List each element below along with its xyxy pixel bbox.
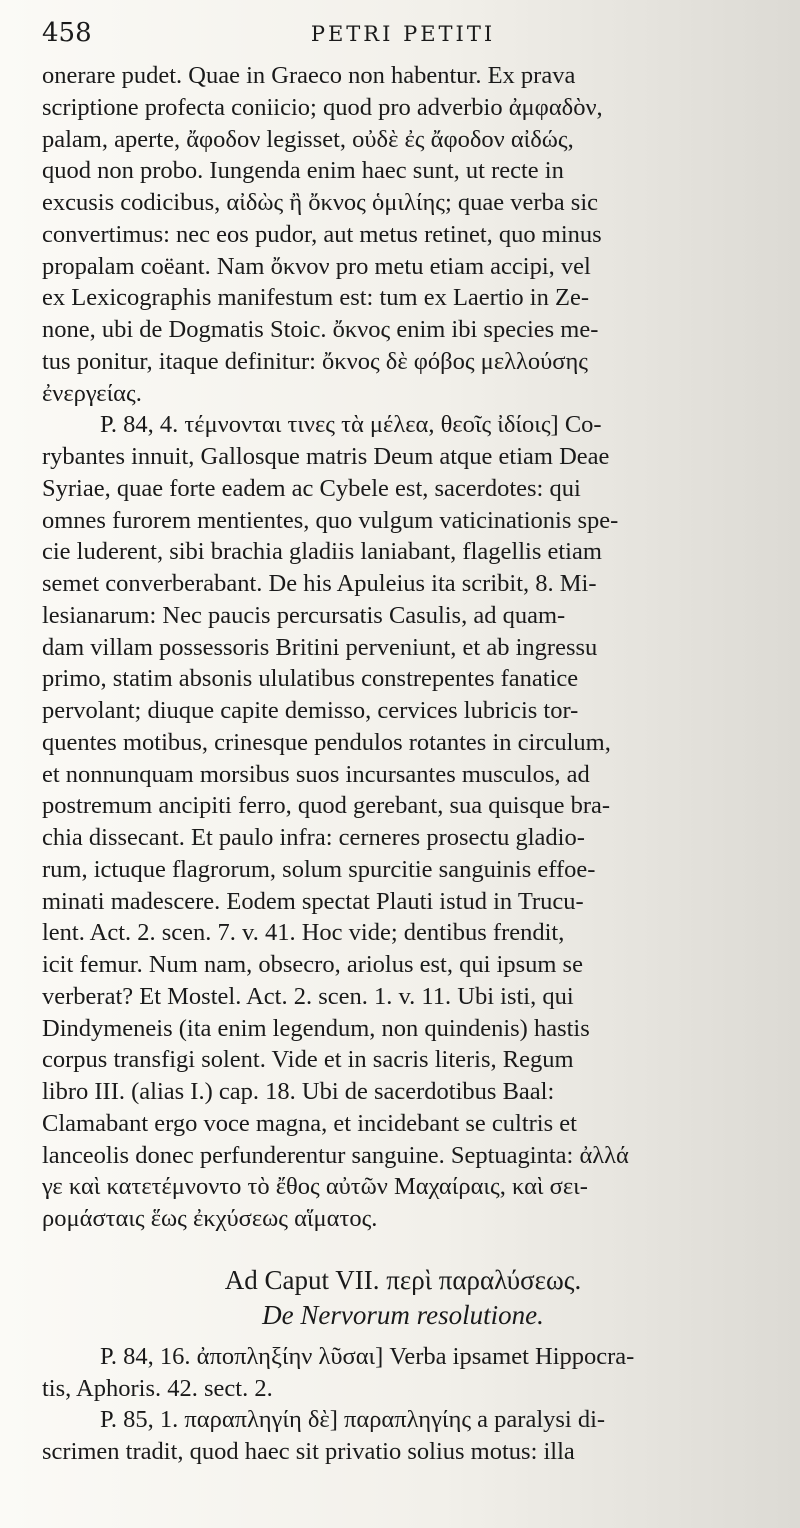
text-line: scriptione profecta coniicio; quod pro adverbio ἀμφαδὸν, [42, 93, 603, 121]
text-line: Clamabant ergo voce magna, et incidebant se cultris et [42, 1109, 577, 1137]
paragraph-2 [42, 409, 764, 1235]
text-line: cie luderent, sibi brachia gladiis laniabant, flagellis etiam [42, 538, 602, 566]
text-line: P. 85, 1. παραπληγίη δὲ] παραπληγίης a paralysi di- [100, 1406, 606, 1434]
text-line: convertimus: nec eos pudor, aut metus retinet, quo minus [42, 220, 602, 248]
text-line: dam villam possessoris Britini perveniunt, et ab ingressu [42, 633, 598, 661]
text-line: lent. Act. 2. scen. 7. v. 41. Hoc vide; dentibus frendit, [42, 919, 565, 947]
text-line: lanceolis donec perfunderentur sanguine. Septuaginta: ἀλλά [42, 1141, 629, 1169]
text-line: primo, statim absonis ululatibus constrepentes fanatice [42, 665, 579, 693]
text-line: tus ponitur, itaque definitur: ὄκνος δὲ φόβος μελλούσης [42, 347, 588, 375]
paragraph-4 [42, 1404, 764, 1468]
text-line: γε καὶ κατετέμνοντο τὸ ἔθος αὐτῶν Μαχαίραις, καὶ σει- [42, 1173, 588, 1201]
text-line: ρομάσταις ἕως ἐκχύσεως αἵματος. [42, 1205, 378, 1232]
text-line: chia dissecant. Et paulo infra: cerneres prosectu gladio- [42, 824, 585, 851]
text-line: palam, aperte, ἄφοδον legisset, οὐδὲ ἐς ἄφοδον αἰδώς, [42, 125, 574, 153]
text-line: rum, ictuque flagrorum, solum spurcitie sanguinis effoe- [42, 855, 596, 883]
text-line: P. 84, 4. τέμνονται τινες τὰ μέλεα, θεοῖς ἰδίοις] Co- [100, 411, 602, 439]
text-line: pervolant; diuque capite demisso, cervices lubricis tor- [42, 697, 579, 724]
text-line: minati madescere. Eodem spectat Plauti istud in Trucu- [42, 887, 584, 915]
text-line: verberat? Et Mostel. Act. 2. scen. 1. v. 11. Ubi isti, qui [42, 982, 574, 1010]
text-line: Dindymeneis (ita enim legendum, non quindenis) hastis [42, 1014, 590, 1042]
page-number: 458 [42, 18, 92, 48]
text-line: P. 84, 16. ἀποπληξίην λῦσαι] Verba ipsamet Hippocra- [100, 1342, 635, 1370]
text-line: Syriae, quae forte eadem ac Cybele est, sacerdotes: qui [42, 474, 581, 502]
text-line: quod non probo. Iungenda enim haec sunt, ut recte in [42, 157, 564, 185]
text-line: ἐνεργείας. [42, 379, 142, 407]
text-line: tis, Aphoris. 42. sect. 2. [42, 1374, 273, 1402]
text-line: omnes furorem mentientes, quo vulgum vaticinationis spe- [42, 506, 619, 534]
text-line: ex Lexicographis manifestum est: tum ex Laertio in Ze- [42, 284, 589, 312]
text-line: none, ubi de Dogmatis Stoic. ὄκνος enim ibi species me- [42, 316, 599, 343]
text-line: semet converberabant. De his Apuleius ita scribit, 8. Mi- [42, 570, 597, 597]
text-line: scrimen tradit, quod haec sit privatio solius motus: illa [42, 1438, 575, 1465]
page-header [42, 16, 764, 60]
text-line: quentes motibus, crinesque pendulos rotantes in circulum, [42, 728, 611, 756]
paragraph-1 [42, 60, 764, 409]
text-line: propalam coëant. Nam ὄκνον pro metu etiam accipi, vel [42, 252, 591, 280]
paragraph-3 [42, 1341, 764, 1405]
text-line: corpus transfigi solent. Vide et in sacris literis, Regum [42, 1046, 574, 1074]
running-head: PETRI PETITI [310, 22, 496, 46]
text-line: lesianarum: Nec paucis percursatis Casulis, ad quam- [42, 601, 566, 629]
text-line: postremum ancipiti ferro, quod gerebant, sua quisque bra- [42, 792, 611, 820]
text-line: icit femur. Num nam, obsecro, ariolus est, qui ipsum se [42, 951, 583, 978]
text-line: onerare pudet. Quae in Graeco non habentur. Ex prava [42, 62, 576, 89]
text-line: libro III. (alias I.) cap. 18. Ubi de sacerdotibus Baal: [42, 1078, 555, 1105]
text-line: excusis codicibus, αἰδὼς ἢ ὄκνος ὁμιλίης; quae verba sic [42, 189, 599, 216]
text-line: et nonnunquam morsibus suos incursantes musculos, ad [42, 760, 590, 788]
section-title: Ad Caput VII. περὶ παραλύσεως. [224, 1264, 582, 1295]
section-subtitle: De Nervorum resolutione. [262, 1299, 544, 1330]
text-line: rybantes innuit, Gallosque matris Deum atque etiam Deae [42, 443, 610, 470]
